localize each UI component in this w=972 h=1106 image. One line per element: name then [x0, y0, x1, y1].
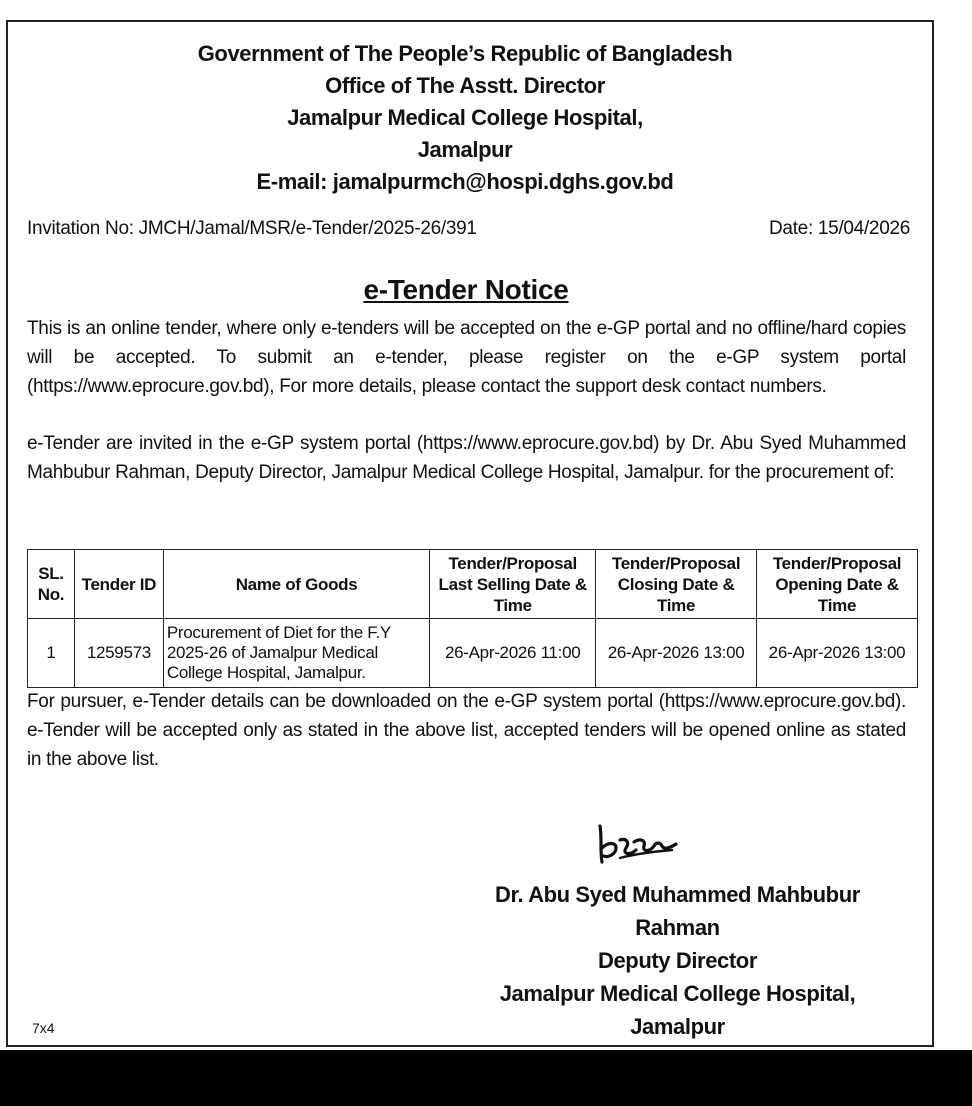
signatory-place: Jamalpur: [630, 1014, 725, 1039]
notice-date: Date: 15/04/2026: [769, 218, 910, 239]
col-last-selling: Tender/Proposal Last Selling Date & Time: [430, 550, 596, 619]
cell-last-selling: 26-Apr-2026 11:00: [430, 619, 596, 688]
letterhead: [0, 38, 930, 198]
cell-sl: 1: [28, 619, 75, 688]
invitation-number: Invitation No: JMCH/Jamal/MSR/e-Tender/2025-26/391: [27, 218, 477, 239]
intro-paragraph: This is an online tender, where only e-tenders will be accepted on the e-GP portal and no offline/hard copies will be accepted. To submit an e-tender, please register on the e-GP system portal (https://www.eprocure.gov.bd), For more details, please contact the support desk contact numbers.: [27, 318, 906, 397]
header-government: Government of The People’s Republic of Bangladesh: [197, 41, 733, 66]
signatory-block: [470, 878, 885, 1043]
table-header-row: [28, 550, 918, 619]
col-tender-id: Tender ID: [74, 550, 163, 619]
col-closing: Tender/Proposal Closing Date & Time: [596, 550, 757, 619]
tender-table: [27, 549, 918, 688]
signatory-name-line2: Rahman: [635, 915, 720, 940]
signatory-organization: Jamalpur Medical College Hospital,: [499, 981, 856, 1006]
closing-paragraph: For pursuer, e-Tender details can be downloaded on the e-GP system portal (https://www.eprocure.gov.bd). e-Tender will be accepted only as stated in the above list, accepted tenders will be opened online as stated in the above list.: [27, 691, 906, 770]
handwritten-signature: [590, 818, 680, 870]
table-row: [28, 619, 918, 688]
header-office: Office of The Asstt. Director: [325, 73, 605, 98]
invitation-paragraph: e-Tender are invited in the e-GP system portal (https://www.eprocure.gov.bd) by Dr. Abu Syed Muhammed Mahbubur Rahman, Deputy Director, Jamalpur Medical College Hospital, Jamalpur. for the procurement of:: [27, 433, 906, 483]
notice-title: e-Tender Notice: [363, 274, 569, 305]
signatory-name-line1: Dr. Abu Syed Muhammed Mahbubur: [495, 882, 860, 907]
header-hospital: Jamalpur Medical College Hospital,: [287, 105, 643, 130]
signatory-designation: Deputy Director: [597, 948, 758, 973]
footer-code: 7x4: [32, 1020, 55, 1036]
cell-opening: 26-Apr-2026 13:00: [757, 619, 918, 688]
col-sl-no: SL. No.: [28, 550, 75, 619]
cell-goods: Procurement of Diet for the F.Y 2025-26 of Jamalpur Medical College Hospital, Jamalpur.: [163, 619, 429, 688]
col-opening: Tender/Proposal Opening Date & Time: [757, 550, 918, 619]
cell-tender-id: 1259573: [74, 619, 163, 688]
header-email: E-mail: jamalpurmch@hospi.dghs.gov.bd: [256, 169, 674, 194]
cell-closing: 26-Apr-2026 13:00: [596, 619, 757, 688]
header-city: Jamalpur: [417, 137, 513, 162]
col-goods: Name of Goods: [163, 550, 429, 619]
